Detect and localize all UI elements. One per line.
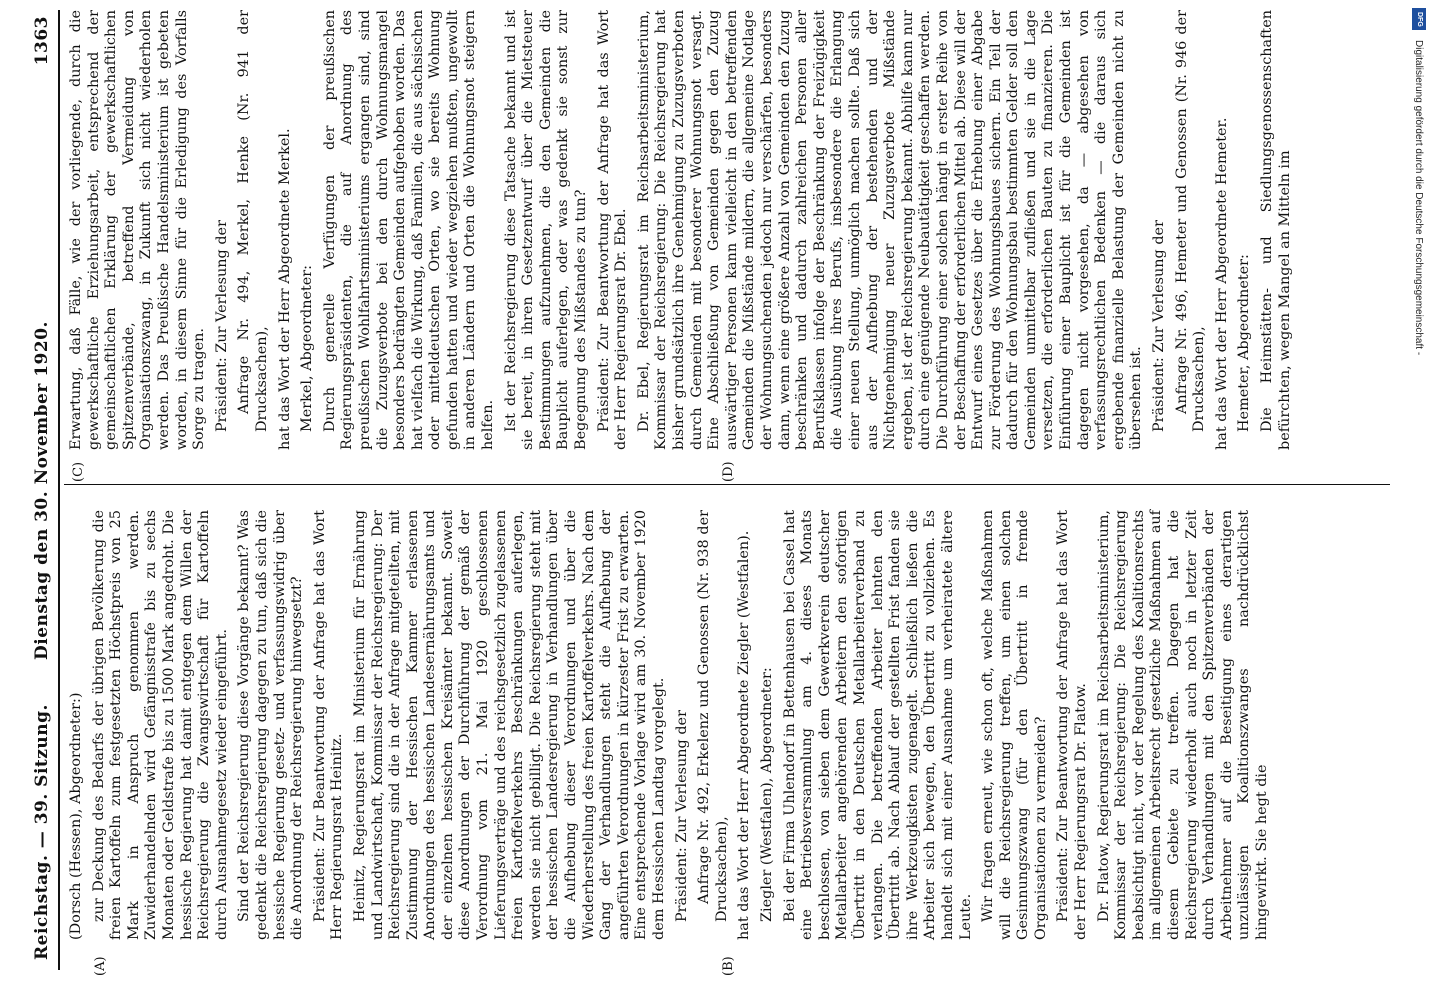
paragraph: Die Heimstätten- und Siedlungsgenossenschaften befürchten, wegen Mangel an Mitteln im xyxy=(1259,10,1293,450)
paragraph: Heinitz, Regierungsrat im Ministerium für Ernährung und Landwirtschaft, Kommissar der Reichsregierung: Der Reichsregierung sind die in der Anfrage mitgeteilten, mit Zustimmung der Hessischen Kammer erlassenen Anordnungen des hessischen Landesernährungsamts und der einzelnen hessischen Kreisämter bekannt. Soweit diese Anordnungen der Durchführung der gemäß der Verordnung vom 21. Mai 1920 geschlossenen Lieferungsverträge und des reichsgesetzlich zugelassenen freien Kartoffelverkehrs Beschränkungen auferlegen, werden sie nicht gebilligt. Die Reichsregierung steht mit der hessischen Landesregierung in Verhandlungen über die Aufhebung dieser Verordnungen und über die Wiederherstellung des freien Kartoffelverkehrs. Nach dem Gang der Verhandlungen steht die Aufhebung der angeführten Verordnungen in kürzester Frist zu erwarten. Eine entsprechende Vorlage wird am 30. November 1920 dem Hessischen Landtag vorgelegt. xyxy=(351,510,667,940)
dfg-logo: DFG xyxy=(1412,8,1426,30)
text-column-left xyxy=(68,510,1392,940)
scanned-page xyxy=(20,0,1400,990)
paragraph: Anfrage Nr. 492, Erkelenz und Genossen (Nr. 938 der Drucksachen), xyxy=(696,510,730,922)
margin-marker-c: (C) xyxy=(71,461,86,482)
paragraph: hat das Wort der Herr Abgeordnete Hemeter. xyxy=(1213,117,1230,450)
paragraph: hat das Wort der Herr Abgeordnete Merkel. xyxy=(276,128,293,450)
paragraph: zur Deckung des Bedarfs der übrigen Bevölkerung die freien Kartoffeln zum festgesetzten Höchstpreis von 25 Mark in Anspruch genommen werden. Zuwiderhandelnden wird Gefängnisstrafe bis zu sechs Monaten oder Geldstrafe bis zu 1500 Mark angedroht. Die hessische Regierung hat damit entgegen dem Willen der Reichsregierung die Zwangswirtschaft für Kartoffeln durch Ausnahmegesetz wieder eingeführt. xyxy=(90,510,230,940)
paragraph: Hemeter, Abgeordneter: xyxy=(1236,254,1253,432)
paragraph: Präsident: Zur Beantwortung der Anfrage hat das Wort der Herr Regierungsrat Dr. Ebel. xyxy=(595,10,630,450)
paragraph: Präsident: Zur Beantwortung der Anfrage hat das Wort Herr Regierungsrat Heinitz. xyxy=(311,510,346,940)
paragraph: Ist der Reichsregierung diese Tatsache bekannt und ist sie bereit, in ihren Gesetzentwurf über die Mietsteuer Bestimmungen aufzunehmen, die den Gemeinden die Bauplicht auferlegen, oder was gedenkt sie sonst zur Begegnung des Mißstandes zu tun? xyxy=(502,10,590,450)
paragraph: Präsident: Zur Verlesung der xyxy=(1151,220,1168,432)
paragraph: Merkel, Abgeordneter: xyxy=(299,264,316,432)
paragraph: Präsident: Zur Verlesung der xyxy=(213,220,230,432)
paragraph: Präsident: Zur Verlesung der xyxy=(673,710,690,922)
paragraph: Sind der Reichsregierung diese Vorgänge bekannt? Was gedenkt die Reichsregierung dagegen zu tun, daß sich die hessische Regierung gesetz- und verfassungswidrig über die Anordnung der Reichsregierung hinwegsetzt? xyxy=(236,510,306,940)
dfg-credit-text: Digitalisierung gefördert durch die Deutsche Forschungsgemeinschaft - xyxy=(1413,40,1424,356)
paragraph: Durch generelle Verfügungen der preußischen Regierungspräsidenten, die auf Anordnung des preußischen Wohlfahrtsministeriums ergangen sind, sind die Zuzugsverbote bei den durch Wohnungsmangel besonders bedrängten Gemeinden aufgehoben worden. Das hat vielfach die Wirkung, daß Familien, die aus sächsischen oder mitteldeutschen Orten, wo sie bereits Wohnung gefunden hatten und wieder wegziehen mußten, ungewollt in anderen Ländern und Orten die Wohnungsnot steigern helfen. xyxy=(321,10,497,450)
paragraph: Dr. Ebel, Regierungsrat im Reichsarbeitsministerium, Kommissar der Reichsregierung: Die Reichsregierung hat bisher grundsätzlich ihre Genehmigung zu Zuzugsverboten durch Gemeinden mit besonderer Wohnungsnot versagt. Eine Abschließung von Gemeinden gegen den Zuzug auswärtiger Personen kann vielleicht in den betreffenden Gemeinden die Mißstände mildern, die allgemeine Notlage der Wohnungsuchenden jedoch nur verschärfen, besonders dann, wenn eine größere Anzahl von Gemeinden den Zuzug beschränken und dadurch zahlreichen Personen aller Berufsklassen infolge der Beschränkung der Freizügigkeit die Ausübung ihres Berufs, insbesondere die Erlangung einer neuen Stellung, unmöglich machen sollte. Daß sich aus der Aufhebung der bestehenden und der Nichtgenehmigung neuer Zuzugsverbote Mißstände ergeben, ist der Reichsregierung bekannt. Abhilfe kann nur durch eine genügende Neubautätigkeit geschaffen werden. Die Durchführung einer solchen hängt in erster Reihe von der Beschaffung der erforderlichen Mittel ab. Diese will der Entwurf eines Gesetzes über die Erhebung einer Abgabe zur Förderung des Wohnungsbaues sichern. Ein Teil der dadurch für den Wohnungsbau bestimmten Gelder soll den Gemeinden unmittelbar zufließen und sie in die Lage versetzen, die erforderlichen Bauten zu finanzieren. Die Einführung einer Bauplicht ist für die Gemeinden ist dagegen nicht vorgesehen, da — abgesehen von verfassungsrechtlichen Bedenken — die daraus sich ergebende finanzielle Belastung der Gemeinden nicht zu übersehen ist. xyxy=(635,10,1145,450)
dfg-credit-strip xyxy=(1404,0,1432,1000)
header-left: Reichstag. — 39. Sitzung. xyxy=(32,704,52,960)
header-date: Dienstag den 30. November 1920. xyxy=(32,321,52,660)
paragraph: Ziegler (Westfalen), Abgeordneter: xyxy=(758,667,775,922)
text-column-right xyxy=(68,10,1392,450)
paragraph: hat das Wort der Herr Abgeordnete Ziegler (Westfalen). xyxy=(736,530,753,940)
margin-marker-a: (A) xyxy=(93,956,108,976)
paragraph: Erwartung, daß Fälle, wie der vorliegende, durch die gewerkschaftliche Erziehungsarbeit, entsprechend der gemeinschaftlichen Erklärung der gewerkschaftlichen Spitzenverbände, betreffend Vermeidung von Organisationszwang, in Zukunft sich nicht wiederholen werden. Das Preußische Handelsministerium ist gebeten worden, in diesem Sinne für die Erledigung des Vorfalls Sorge zu tragen. xyxy=(68,10,208,450)
column-divider xyxy=(64,484,1390,485)
paragraph: Anfrage Nr. 496, Hemeter und Genossen (Nr. 946 der Drucksachen), xyxy=(1173,10,1208,432)
paragraph: Bei der Firma Uhlendorf in Bettenhausen bei Cassel hat eine Betriebsversammlung am 4. dieses Monats beschlossen, von sieben dem Gewerkverein deutscher Metallarbeiter angehörenden Arbeitern den sofortigen Übertritt in den Deutschen Metallarbeiterverband zu verlangen. Die betreffenden Arbeiter lehnten den Übertritt ab. Nach Ablauf der gestellten Frist fanden sie ihre Werkzeugkisten zugenagelt. Schließlich ließen die Arbeiter sich bewegen, den Übertritt zu vollziehen. Es handelt sich mit einer Ausnahme um verheiratete ältere Leute. xyxy=(781,510,974,940)
page-header xyxy=(28,10,60,970)
page-number: 1363 xyxy=(32,16,52,66)
paragraph: Dr. Flatow, Regierungsrat im Reichsarbeitsministerium, Kommissar der Reichsregierung: Die Reichsregierung beabsichtigt nicht, vor der Regelung des Koalitionsrechts im allgemeinen Arbeitsrecht gesetzliche Maßnahmen auf diesem Gebiete zu treffen. Dagegen hat die Reichsregierung wiederholt auch noch in letzter Zeit durch Verhandlungen mit den Spitzenverbänden der Arbeitnehmer auf die Beseitigung eines derartigen unzulässigen Koalitionszwanges nachdrücklichst hingewirkt. Sie hegt die xyxy=(1095,510,1270,940)
margin-marker-d: (D) xyxy=(721,461,736,482)
margin-marker-b: (B) xyxy=(721,956,736,976)
paragraph: Anfrage Nr. 494, Merkel, Henke (Nr. 941 der Drucksachen), xyxy=(236,10,270,432)
paragraph: (Dorsch (Hessen), Abgeordneter:) xyxy=(68,692,84,940)
paragraph: Präsident: Zur Beantwortung der Anfrage hat das Wort der Herr Regierungsrat Dr. Flatow. xyxy=(1055,510,1090,940)
paragraph: Wir fragen erneut, wie schon oft, welche Maßnahmen will die Reichsregierung treffen, um einen solchen Gesinnungszwang (für den Übertritt in fremde Organisationen zu vermeiden? xyxy=(980,510,1049,940)
